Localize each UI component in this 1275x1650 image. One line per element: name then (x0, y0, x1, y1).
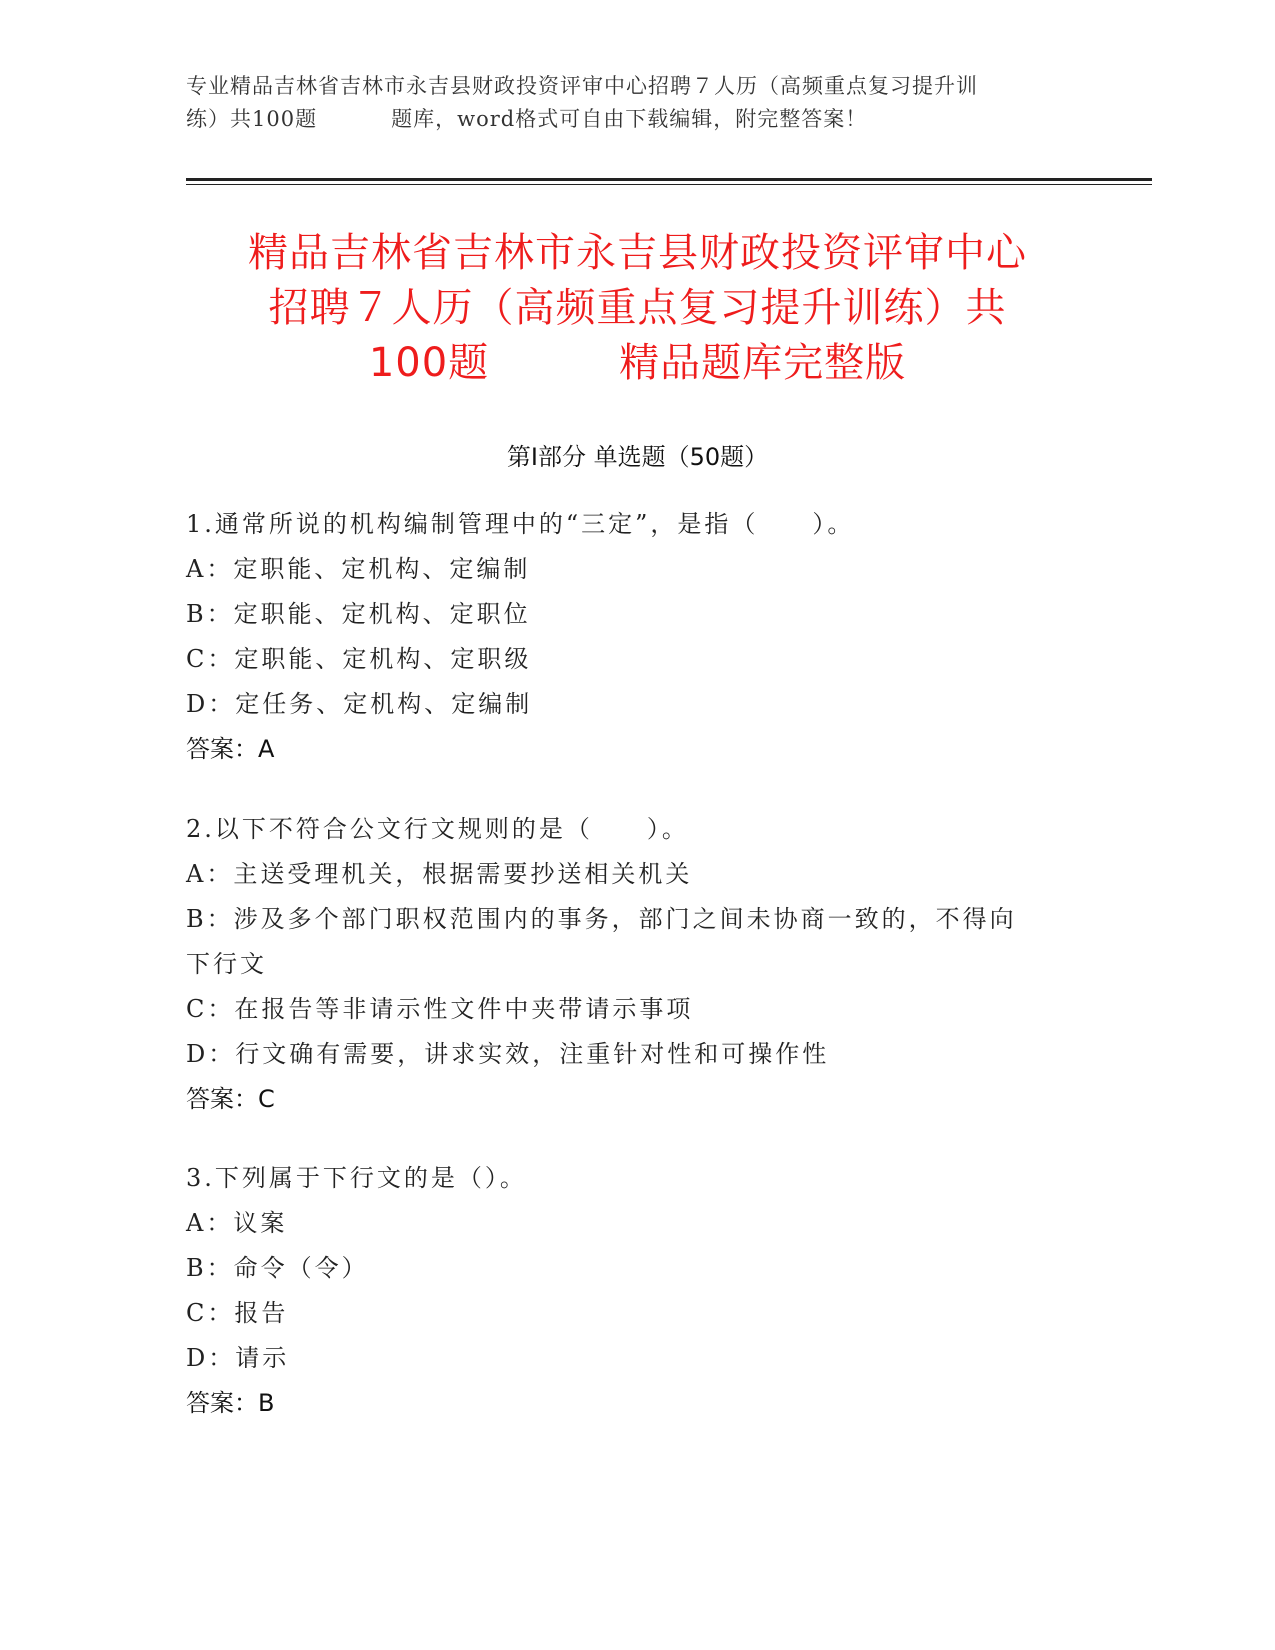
option-d: D：定任务、定机构、定编制 (186, 690, 533, 718)
header-line-2-part-2: 题库，word格式可自由下载编辑，附完整答案！ (391, 107, 868, 131)
header-line-2-part-1: 练）共100题 (186, 107, 318, 131)
option-b: B：定职能、定机构、定职位 (186, 600, 531, 628)
header-line-2 (186, 103, 1086, 136)
option-b-continued: 下行文 (186, 950, 267, 978)
option-d: D：行文确有需要，讲求实效，注重针对性和可操作性 (186, 1040, 830, 1068)
question-stem: 2.以下不符合公文行文规则的是（ ）。 (186, 815, 689, 843)
option-b: B：涉及多个部门职权范围内的事务，部门之间未协商一致的，不得向 (186, 905, 1017, 933)
question-1 (186, 502, 1086, 772)
option-c: C：定职能、定机构、定职级 (186, 645, 532, 673)
title-line-1: 精品吉林省吉林市永吉县财政投资评审中心 (248, 230, 1027, 276)
question-stem: 1.通常所说的机构编制管理中的“三定”，是指（ ）。 (186, 510, 855, 538)
header-rule-thin (186, 184, 1152, 185)
question-stem: 3.下列属于下行文的是（）。 (186, 1164, 527, 1192)
option-a: A：定职能、定机构、定编制 (186, 555, 531, 583)
document-title (160, 226, 1115, 391)
header-rule-thick (186, 178, 1152, 181)
answer: 答案：C (186, 1085, 275, 1113)
option-a: A：主送受理机关，根据需要抄送相关机关 (186, 860, 693, 888)
document-header (186, 70, 1086, 136)
header-line-1: 专业精品吉林省吉林市永吉县财政投资评审中心招聘７人历（高频重点复习提升训 (186, 74, 978, 98)
title-line-3 (160, 336, 1115, 391)
title-line-2: 招聘７人历（高频重点复习提升训练）共 (268, 285, 1007, 331)
section-heading: 第Ⅰ部分 单选题（50题） (506, 443, 769, 471)
question-2 (186, 807, 1086, 1122)
option-b: B：命令（令） (186, 1254, 369, 1282)
answer: 答案：B (186, 1389, 275, 1417)
option-a: A：议案 (186, 1209, 288, 1237)
title-line-3-part-1: 100题 (368, 340, 490, 386)
option-c: C：在报告等非请示性文件中夹带请示事项 (186, 995, 694, 1023)
option-d: D：请示 (186, 1344, 290, 1372)
title-line-3-part-2: 精品题库完整版 (619, 340, 907, 386)
question-3 (186, 1156, 1086, 1426)
answer: 答案：A (186, 735, 275, 763)
option-c: C：报告 (186, 1299, 289, 1327)
